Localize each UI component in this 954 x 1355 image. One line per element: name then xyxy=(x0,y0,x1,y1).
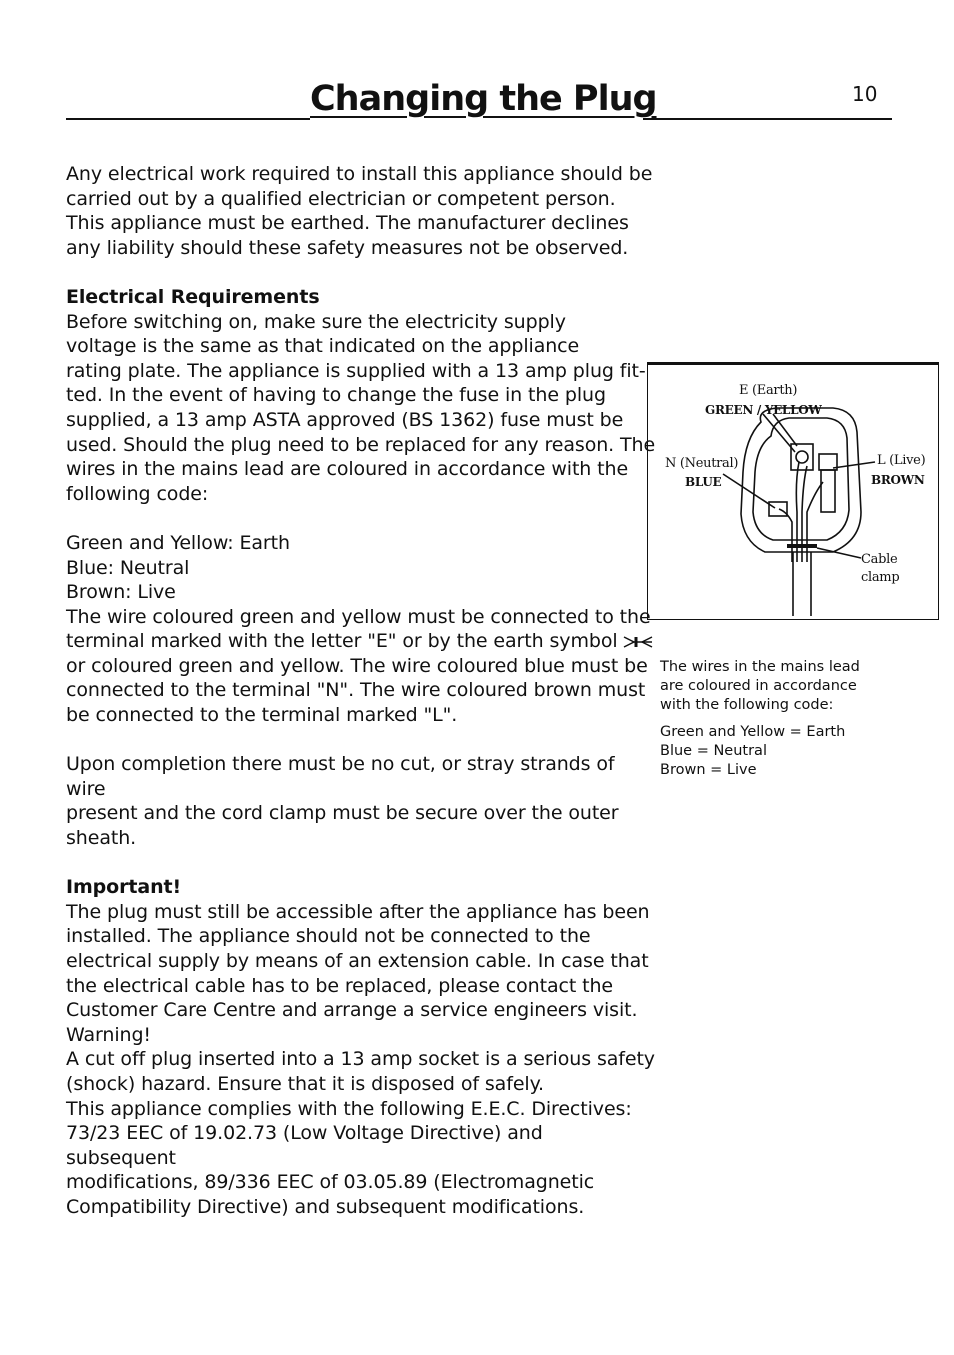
title-bar xyxy=(66,74,892,122)
diagram-caption xyxy=(660,658,890,780)
earth-colour-label: GREEN / YELLOW xyxy=(705,403,822,417)
cable-clamp-label: Cable clamp xyxy=(861,552,900,585)
title-rule-left xyxy=(66,118,310,120)
wire-colour-codes: Green and Yellow: Earth Blue: Neutral Brown: Live xyxy=(66,531,290,604)
live-colour-label: BROWN xyxy=(871,473,925,487)
main-text xyxy=(66,162,656,1220)
completion-paragraph: Upon completion there must be no cut, or stray strands of wire present and the cord clamp must be secure over the outer sheath. xyxy=(66,753,619,850)
wiring-instructions xyxy=(66,605,656,728)
page-title: Changing the Plug xyxy=(310,79,657,119)
electrical-requirements-heading: Electrical Requirements xyxy=(66,285,320,308)
earth-symbol-icon xyxy=(622,634,654,650)
caption-codes: Green and Yellow = Earth Blue = Neutral Brown = Live xyxy=(660,724,846,778)
wiring-instructions-part2: or coloured green and yellow. The wire coloured blue must be connected to the terminal "N". The wire coloured brown must be connected to the terminal marked "L". xyxy=(66,654,648,727)
neutral-colour-label: BLUE xyxy=(685,475,722,489)
wiring-instructions-part1: The wire coloured green and yellow must be connected to the terminal marked with the letter "E" or by the earth symbol xyxy=(66,605,651,653)
plug-wiring-diagram xyxy=(647,362,939,618)
intro-paragraph: Any electrical work required to install this appliance should be carried out by a qualified electrician or competent person. This appliance must be earthed. The manufacturer declines any liability should these safety measures not be observed. xyxy=(66,163,653,259)
important-paragraph: The plug must still be accessible after the appliance has been installed. The appliance should not be connected to the electrical supply by means of an extension cable. In case that the electrical cable has to be replaced, please contact the Customer Care Centre and arrange a service engineers visit. Warning! A cut off plug inserted into a 13 amp socket is a serious safety (shock) hazard. Ensure that it is disposed of safely. This appliance complies with the following E.E.C. Directives: 73/23 EEC of 19.02.73 (Low Voltage Directive) and subsequent modifications, 89/336 EEC of 03.05.89 (Electromagnetic Compatibility Directive) and subsequent modifications. xyxy=(66,900,655,1218)
neutral-label: N (Neutral) xyxy=(665,456,739,471)
live-label: L (Live) xyxy=(877,453,926,468)
important-heading: Important! xyxy=(66,876,182,899)
page-number: 10 xyxy=(852,82,878,106)
caption-text: The wires in the mains lead are coloured in accordance with the following code: xyxy=(660,659,860,713)
title-rule-right xyxy=(643,118,892,120)
electrical-requirements-paragraph: Before switching on, make sure the electricity supply voltage is the same as that indicated on the appliance rating plate. The appliance is supplied with a 13 amp plug fit- ted. In the event of having to change the fuse in the plug supplied, a 13 amp ASTA approved (BS 1362) fuse must be used. Should the plug need to be replaced for any reason. The wires in the mains lead are coloured in accordance with the following code: xyxy=(66,310,656,505)
earth-label: E (Earth) xyxy=(739,383,798,398)
